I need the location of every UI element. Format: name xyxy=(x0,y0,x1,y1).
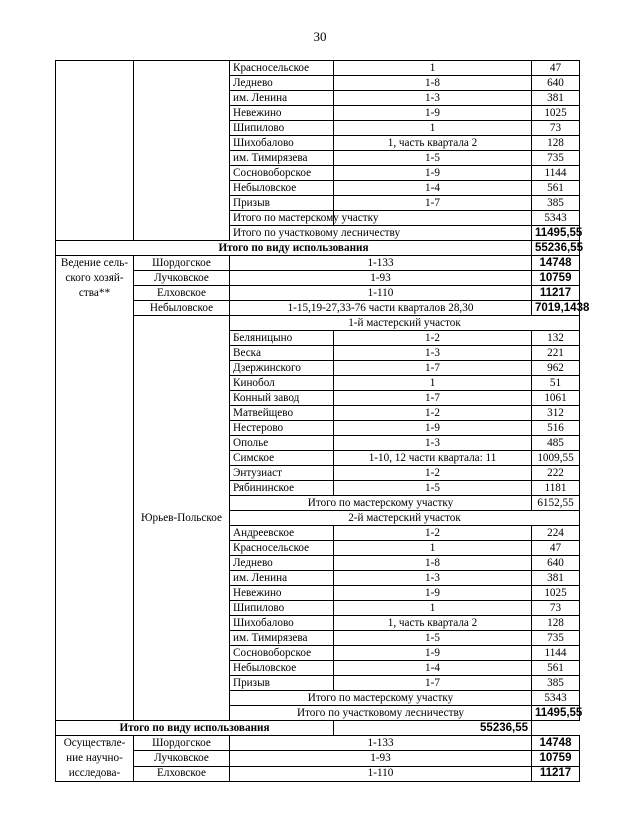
area-value: 11217 xyxy=(532,286,580,301)
tract-name: Андреевское xyxy=(230,526,334,541)
forestry-name: Шордогское xyxy=(134,736,230,751)
quarter-numbers: 1-7 xyxy=(334,361,532,376)
area-value: 1144 xyxy=(532,166,580,181)
tract-name: Энтузиаст xyxy=(230,466,334,481)
area-value: 1061 xyxy=(532,391,580,406)
tract-name: Шихобалово xyxy=(230,616,334,631)
area-value: 962 xyxy=(532,361,580,376)
area-value: 735 xyxy=(532,631,580,646)
tract-name: Невежино xyxy=(230,106,334,121)
quarter-numbers: 1-133 xyxy=(230,256,532,271)
table-row xyxy=(56,256,580,271)
area-value: 11217 xyxy=(532,766,580,781)
use-type-cell xyxy=(56,61,134,241)
forestry-name: Лучковское xyxy=(134,751,230,766)
tract-name: Призыв xyxy=(230,676,334,691)
area-value: 73 xyxy=(532,601,580,616)
area-value: 73 xyxy=(532,121,580,136)
table-row xyxy=(56,286,580,301)
master-total-value: 5343 xyxy=(532,691,580,706)
forestry-name: Небыловское xyxy=(134,301,230,316)
tract-name: Небыловское xyxy=(230,661,334,676)
area-value: 7019,1438 xyxy=(532,301,580,316)
tract-name: им. Тимирязева xyxy=(230,151,334,166)
quarter-numbers: 1-3 xyxy=(334,346,532,361)
quarter-numbers: 1 xyxy=(334,601,532,616)
quarter-numbers: 1-10, 12 части квартала: 11 xyxy=(334,451,532,466)
area-value: 51 xyxy=(532,376,580,391)
tract-name: Сосновоборское xyxy=(230,166,334,181)
area-value: 485 xyxy=(532,436,580,451)
master-total-value: 5343 xyxy=(532,211,580,226)
quarter-numbers: 1-7 xyxy=(334,391,532,406)
area-value: 385 xyxy=(532,676,580,691)
tract-name: Беляницыно xyxy=(230,331,334,346)
tract-name: Невежино xyxy=(230,586,334,601)
quarter-numbers: 1 xyxy=(334,121,532,136)
table-row xyxy=(56,766,580,781)
tract-name: им. Тимирязева xyxy=(230,631,334,646)
area-value: 128 xyxy=(532,136,580,151)
table-row xyxy=(56,241,580,256)
district-total-value: 11495,55 xyxy=(532,706,580,721)
forestry-name: Елховское xyxy=(134,766,230,781)
quarter-numbers: 1-9 xyxy=(334,421,532,436)
quarter-numbers: 1-5 xyxy=(334,631,532,646)
forestry-name: Елховское xyxy=(134,286,230,301)
district-total-value: 11495,55 xyxy=(532,226,580,241)
quarter-numbers: 1-4 xyxy=(334,181,532,196)
use-total-value: 55236,55 xyxy=(532,241,580,256)
quarter-numbers: 1-7 xyxy=(334,196,532,211)
use-type-label: Осуществле-ние научно-исследова- xyxy=(56,736,134,782)
table-row xyxy=(56,721,580,736)
tract-name: Леднево xyxy=(230,76,334,91)
area-value: 640 xyxy=(532,76,580,91)
quarter-numbers: 1-4 xyxy=(334,661,532,676)
table-row xyxy=(56,301,580,316)
area-value: 640 xyxy=(532,556,580,571)
tract-name: им. Ленина xyxy=(230,91,334,106)
area-value: 385 xyxy=(532,196,580,211)
forestry-name: Шордогское xyxy=(134,256,230,271)
area-value: 47 xyxy=(532,541,580,556)
area-value: 221 xyxy=(532,346,580,361)
master-total-label: Итого по мастерскому участку xyxy=(230,211,334,226)
quarter-numbers: 1-2 xyxy=(334,466,532,481)
area-value: 381 xyxy=(532,571,580,586)
master-total-label: Итого по мастерскому участку xyxy=(230,496,532,511)
area-value: 10759 xyxy=(532,271,580,286)
table-row xyxy=(56,751,580,766)
tract-name: Веска xyxy=(230,346,334,361)
quarter-numbers: 1-2 xyxy=(334,406,532,421)
area-value: 128 xyxy=(532,616,580,631)
quarter-numbers: 1-2 xyxy=(334,526,532,541)
area-value: 1009,55 xyxy=(532,451,580,466)
quarter-numbers: 1-5 xyxy=(334,151,532,166)
quarter-numbers: 1-8 xyxy=(334,556,532,571)
area-value: 381 xyxy=(532,91,580,106)
tract-name: Красносельское xyxy=(230,61,334,76)
area-value: 132 xyxy=(532,331,580,346)
quarter-numbers: 1-3 xyxy=(334,436,532,451)
forestry-name: Юрьев-Польское xyxy=(134,316,230,721)
quarter-numbers: 1-15,19-27,33-76 части кварталов 28,30 xyxy=(230,301,532,316)
master-section-header: 1-й мастерский участок xyxy=(230,316,580,331)
quarter-numbers: 1-9 xyxy=(334,106,532,121)
tract-name: Небыловское xyxy=(230,181,334,196)
quarter-numbers: 1-5 xyxy=(334,481,532,496)
table-row xyxy=(56,271,580,286)
tract-name: Леднево xyxy=(230,556,334,571)
quarter-numbers: 1, часть квартала 2 xyxy=(334,616,532,631)
tract-name: Шихобалово xyxy=(230,136,334,151)
area-value: 312 xyxy=(532,406,580,421)
page-number: 30 xyxy=(313,29,327,44)
area-value: 1025 xyxy=(532,106,580,121)
forest-use-table xyxy=(55,60,590,782)
quarter-numbers: 1-8 xyxy=(334,76,532,91)
area-value: 1181 xyxy=(532,481,580,496)
quarter-numbers: 1-3 xyxy=(334,571,532,586)
tract-name: Конный завод xyxy=(230,391,334,406)
quarter-numbers: 1-9 xyxy=(334,586,532,601)
quarter-numbers: 1 xyxy=(334,61,532,76)
area-value: 561 xyxy=(532,181,580,196)
tract-name: Симское xyxy=(230,451,334,466)
tract-name: Матвейщево xyxy=(230,406,334,421)
quarter-numbers: 1 xyxy=(334,541,532,556)
quarter-numbers: 1-93 xyxy=(230,751,532,766)
area-value: 222 xyxy=(532,466,580,481)
quarter-numbers: 1-110 xyxy=(230,766,532,781)
area-value: 561 xyxy=(532,661,580,676)
quarter-numbers: 1-3 xyxy=(334,91,532,106)
use-total-label: Итого по виду использования xyxy=(56,241,532,256)
quarter-numbers: 1 xyxy=(334,376,532,391)
district-total-label: Итого по участковому лесничеству xyxy=(230,226,532,241)
use-total-value: 55236,55 xyxy=(334,721,532,736)
quarter-numbers: 1-7 xyxy=(334,676,532,691)
master-total-label: Итого по мастерскому участку xyxy=(230,691,532,706)
table-row xyxy=(56,316,580,331)
area-value: 14748 xyxy=(532,256,580,271)
tract-name: Красносельское xyxy=(230,541,334,556)
tract-name: Ополье xyxy=(230,436,334,451)
quarter-numbers: 1-93 xyxy=(230,271,532,286)
district-total-label: Итого по участковому лесничеству xyxy=(230,706,532,721)
tract-name: Призыв xyxy=(230,196,334,211)
tract-name: Кинобол xyxy=(230,376,334,391)
area-value: 516 xyxy=(532,421,580,436)
quarter-numbers: 1-2 xyxy=(334,331,532,346)
master-section-header: 2-й мастерский участок xyxy=(230,511,580,526)
area-value: 224 xyxy=(532,526,580,541)
tract-name: им. Ленина xyxy=(230,571,334,586)
tract-name: Шипилово xyxy=(230,601,334,616)
area-value: 14748 xyxy=(532,736,580,751)
area-value: 735 xyxy=(532,151,580,166)
tract-name: Рябининское xyxy=(230,481,334,496)
tract-name: Шипилово xyxy=(230,121,334,136)
area-value: 47 xyxy=(532,61,580,76)
tract-name: Нестерово xyxy=(230,421,334,436)
use-type-label: Ведение сель-ского хозяй-ства** xyxy=(56,256,134,721)
tract-name: Сосновоборское xyxy=(230,646,334,661)
forestry-district-cell xyxy=(134,61,230,241)
use-total-label: Итого по виду использования xyxy=(56,721,334,736)
quarter-numbers: 1-133 xyxy=(230,736,532,751)
forestry-name: Лучковское xyxy=(134,271,230,286)
table-row xyxy=(56,736,580,751)
tract-name: Дзержинского xyxy=(230,361,334,376)
quarter-numbers: 1, часть квартала 2 xyxy=(334,136,532,151)
quarter-numbers: 1-9 xyxy=(334,166,532,181)
master-total-value: 6152,55 xyxy=(532,496,580,511)
area-value: 10759 xyxy=(532,751,580,766)
table-row xyxy=(56,61,580,76)
area-value: 1025 xyxy=(532,586,580,601)
area-value: 1144 xyxy=(532,646,580,661)
quarter-numbers: 1-110 xyxy=(230,286,532,301)
quarter-numbers: 1-9 xyxy=(334,646,532,661)
